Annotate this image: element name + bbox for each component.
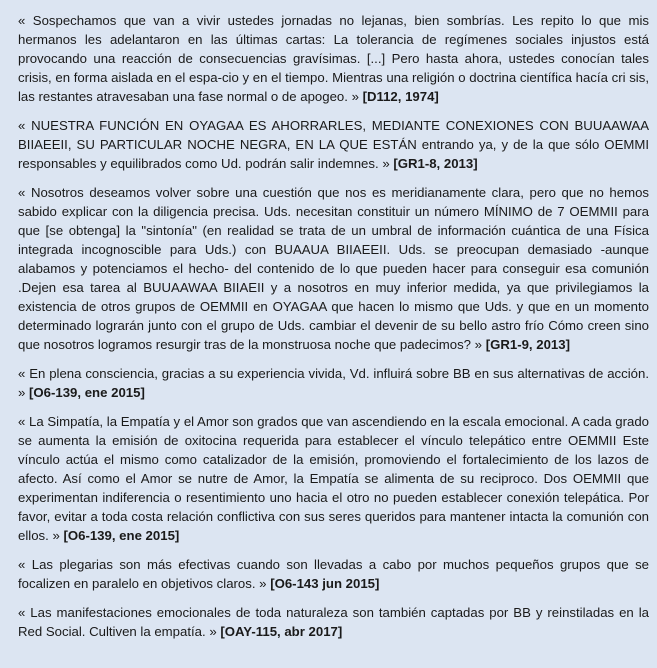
- quote-text: « NUESTRA FUNCIÓN EN OYAGAA ES AHORRARLES, MEDIANTE CONEXIONES CON BUUAAWAA BIIAEEII, SU PARTICULAR NOCHE NEGRA, EN LA QUE ESTÁN entrando ya, y de la que sólo OEMMI responsables y equilibrados como Ud. podrán salir indemnes. »: [18, 118, 649, 171]
- quote-reference: [GR1-8, 2013]: [393, 156, 478, 171]
- quote-reference: [OAY-115, abr 2017]: [220, 624, 343, 639]
- quote-text: « En plena consciencia, gracias a su experiencia vivida, Vd. influirá sobre BB en sus alternativas de acción. »: [18, 366, 649, 400]
- quote-paragraph: [18, 412, 649, 545]
- quote-paragraph: [18, 555, 649, 593]
- quote-reference: [O6-143 jun 2015]: [270, 576, 380, 591]
- quote-reference: [GR1-9, 2013]: [485, 337, 570, 352]
- quote-paragraph: [18, 364, 649, 402]
- quote-text: « La Simpatía, la Empatía y el Amor son grados que van ascendiendo en la escala emocional. A cada grado se aumenta la emisión de oxitocina requerida para establecer el vínculo telepático entre OEMMII Este vínculo actúa el mismo como catalizador de la emisión, promoviendo el fortalecimiento de los lazos de afecto. Así como el Amor se nutre de Amor, la Empatía se alimenta de su reciproco. Dos OEMMII que experimentan indiferencia o resentimiento uno hacia el otro no pueden establecer conexión telepática. Por favor, evitar a toda costa relación conflictiva con sus seres queridos para mantener intacta la comunión con ellos. »: [18, 414, 649, 543]
- quote-text: « Sospechamos que van a vivir ustedes jornadas no lejanas, bien sombrías. Les repito lo que mis hermanos les adelantaron en las últimas cartas: La tolerancia de regímenes sociales injustos está provocando una reacción de consecuencias gravísimas. [...] Pero hasta ahora, ustedes conocían tales crisis, en forma aislada en el espa-cio y en el tiempo. Mientras una religión o doctrina científica hacía cri sis, las restantes atravesaban una fase normal o de apogeo. »: [18, 13, 649, 104]
- quote-paragraph: [18, 11, 649, 106]
- quote-text: « Nosotros deseamos volver sobre una cuestión que nos es meridianamente clara, pero que no hemos sabido explicar con la diligencia precisa. Uds. necesitan constituir un número MÍNIMO de 7 OEMMII para que [se obtenga] la "sintonía" (en realidad se trata de un umbral de información cuántica de una Física integrada incognoscible para Uds.) con BUAAUA BIIAEEII. Uds. se preocupan demasiado -aunque alabamos y potenciamos el hecho- del contenido de lo que pueden hacer para conseguir esa comunión .Dejen esa tarea al BUUAAWAA BIIAEII y a nosotros en muy inferior medida, ya que privilegiamos la existencia de otros grupos de OEMMII en OYAGAA que hacen lo mismo que Uds. y que en un momento determinado lograrán junto con el grupo de Uds. cambiar el devenir de su bello astro frío Cómo creen sino que nosotros logramos resurgir tras de la monstruosa noche que padecimos? »: [18, 185, 649, 352]
- quote-paragraph: [18, 116, 649, 173]
- quote-paragraph: [18, 183, 649, 354]
- quote-paragraph: [18, 603, 649, 641]
- quote-text: « Las manifestaciones emocionales de toda naturaleza son también captadas por BB y reinstiladas en la Red Social. Cultiven la empatía. »: [18, 605, 649, 639]
- quote-reference: [O6-139, ene 2015]: [29, 385, 145, 400]
- quote-text: « Las plegarias son más efectivas cuando son llevadas a cabo por muchos pequeños grupos que se focalizen en paralelo en objetivos claros. »: [18, 557, 649, 591]
- quote-reference: [D112, 1974]: [362, 89, 439, 104]
- quote-reference: [O6-139, ene 2015]: [63, 528, 180, 543]
